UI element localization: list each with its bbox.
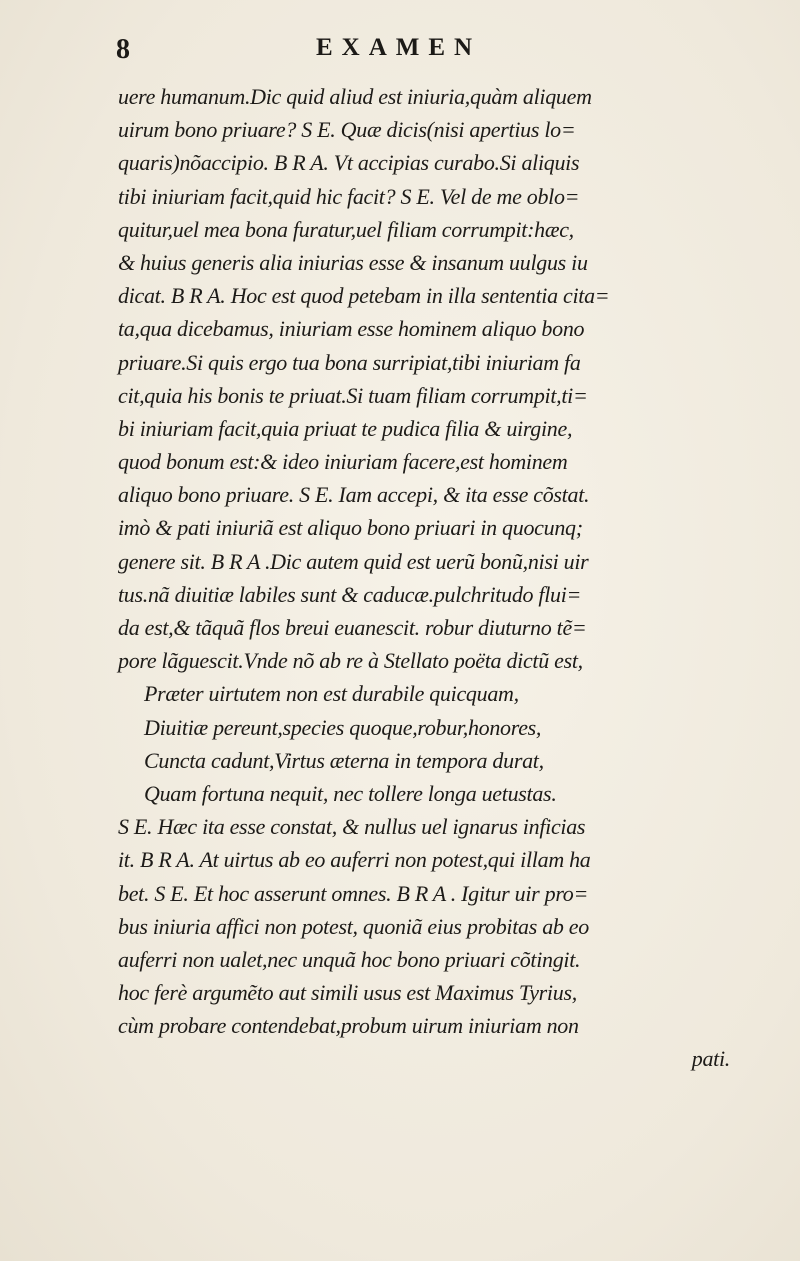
text-line: S E. Hæc ita esse constat, & nullus uel ignarus inficias [118,814,586,840]
text-line: aliquo bono priuare. S E. Iam accepi, & ita esse cõstat. [118,482,590,508]
text-line: da est,& tãquã flos breui euanescit. robur diuturno tẽ= [118,615,587,640]
text-line: bet. S E. Et hoc asserunt omnes. B R A . Igitur uir pro= [118,880,589,906]
text-line: priuare.Si quis ergo tua bona surripiat,tibi iniuriam fa [118,349,581,375]
text-line: cit,quia his bonis te priuat.Si tuam filiam corrumpit,ti= [118,382,588,408]
text-line: cùm probare contendebat,probum uirum iniuriam non [118,1013,579,1039]
text-line: ta,qua dicebamus, iniuriam esse hominem aliquo bono [118,316,585,342]
verse-line: Cuncta cadunt,Virtus æterna in tempora durat, [144,747,544,773]
text-line: dicat. B R A. Hoc est quod petebam in illa sententia cita= [118,283,610,309]
verse-line: Quam fortuna nequit, nec tollere longa uetustas. [144,780,557,806]
text-line: bus iniuria affici non potest, quoniã eius probitas ab eo [118,913,589,939]
text-line: uere humanum.Dic quid aliud est iniuria,quàm aliquem [118,84,592,109]
text-line: hoc ferè argumẽto aut simili usus est Maximus Tyrius, [118,980,577,1006]
text-line: tus.nã diuitiæ labiles sunt & caducæ.pulchritudo flui= [118,581,582,607]
text-line: it. B R A. At uirtus ab eo auferri non potest,qui illam ha [118,847,591,873]
text-line: pore lãguescit.Vnde nõ ab re à Stellato poëta dictũ est, [118,648,583,674]
text-line: quod bonum est:& ideo iniuriam facere,est hominem [118,449,568,475]
body-text [118,80,768,1076]
catchword: pati. [691,1046,730,1072]
text-line: tibi iniuriam facit,quid hic facit? S E. Vel de me oblo= [118,183,580,209]
verse-line: Præter uirtutem non est durabile quicquam, [144,681,519,707]
text-line: imò & pati iniuriã est aliquo bono priuari in quocunq; [118,515,583,541]
text-line: quitur,uel mea bona furatur,uel filiam corrumpit:hæc, [118,216,574,242]
text-line: genere sit. B R A .Dic autem quid est uerũ bonũ,nisi uir [118,548,589,574]
text-line: quaris)nõaccipio. B R A. Vt accipias curabo.Si aliquis [118,150,580,176]
text-line: uirum bono priuare? S E. Quæ dicis(nisi apertius lo= [118,117,576,143]
page-number: 8 [116,34,130,65]
verse-line: Diuitiæ pereunt,species quoque,robur,honores, [144,714,542,740]
text-line: bi iniuriam facit,quia priuat te pudica filia & uirgine, [118,415,573,441]
text-line: auferri non ualet,nec unquã hoc bono priuari cõtingit. [118,946,581,972]
text-line: & huius generis alia iniurias esse & insanum uulgus iu [118,249,588,275]
running-head: EXAMEN [316,34,482,61]
